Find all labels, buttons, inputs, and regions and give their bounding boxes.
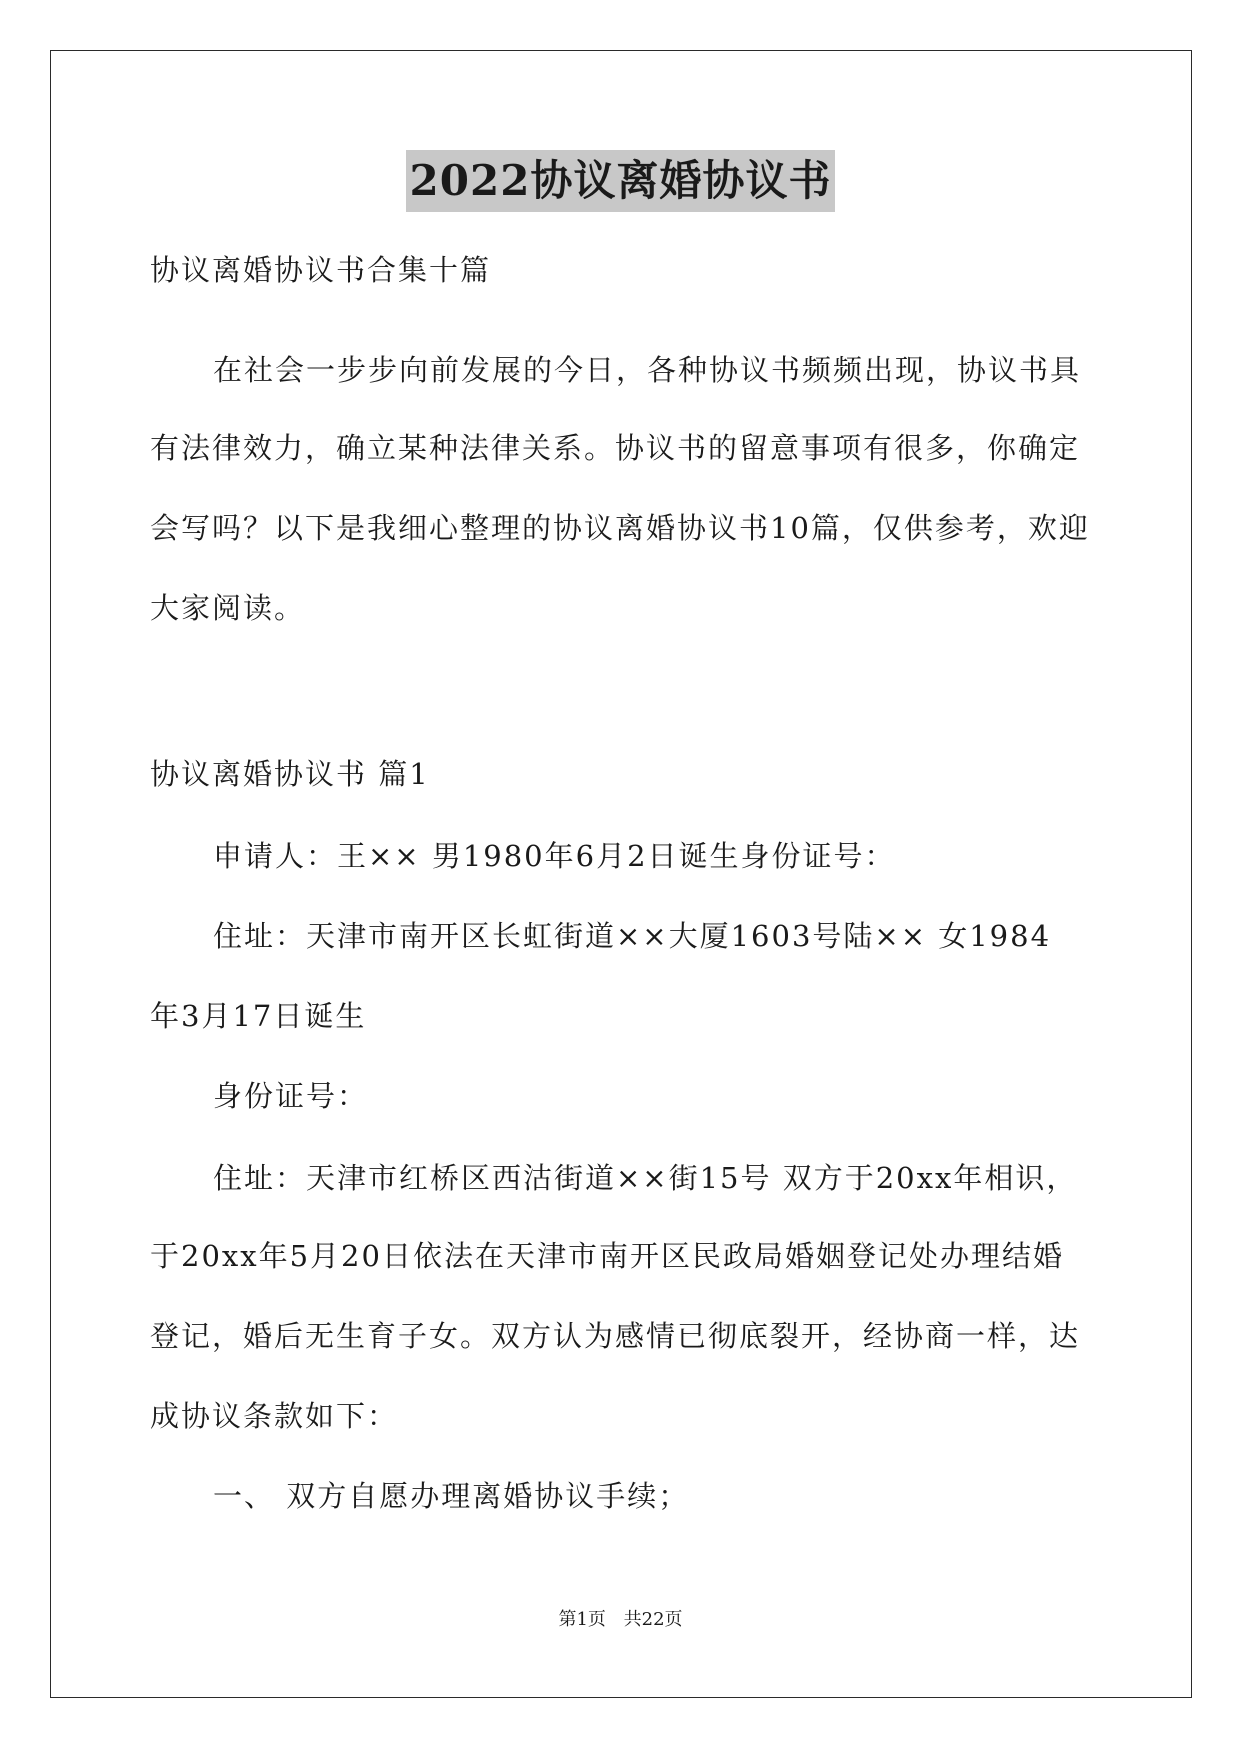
address1-line-1: 住址：天津市南开区长虹街道××大厦1603号陆×× 女1984 xyxy=(213,919,1052,953)
intro-line-3: 会写吗？以下是我细心整理的协议离婚协议书10篇，仅供参考，欢迎 xyxy=(150,511,1090,545)
address2-line-4: 成协议条款如下： xyxy=(150,1399,399,1433)
id-label: 身份证号： xyxy=(213,1079,369,1113)
intro-line-4: 大家阅读。 xyxy=(150,591,306,625)
intro-line-2: 有法律效力，确立某种法律关系。协议书的留意事项有很多，你确定 xyxy=(150,431,1081,465)
page-number: 第1页 xyxy=(558,1609,606,1630)
applicant-line: 申请人：王×× 男1980年6月2日诞生身份证号： xyxy=(213,839,896,873)
address2-line-3: 登记，婚后无生育子女。双方认为感情已彻底裂开，经协商一样，达 xyxy=(150,1319,1081,1353)
clause-1: 一、 双方自愿办理离婚协议手续； xyxy=(213,1479,690,1513)
address2-line-1: 住址：天津市红桥区西沽街道××街15号 双方于20xx年相识， xyxy=(213,1161,1078,1195)
document-title: 2022协议离婚协议书 xyxy=(406,150,836,212)
address2-line-2: 于20xx年5月20日依法在天津市南开区民政局婚姻登记处办理结婚 xyxy=(150,1239,1064,1273)
title-container xyxy=(0,150,1241,212)
page-total: 共22页 xyxy=(623,1609,683,1630)
intro-line-1: 在社会一步步向前发展的今日，各种协议书频频出现，协议书具 xyxy=(213,353,1082,387)
address1-line-2: 年3月17日诞生 xyxy=(150,999,367,1033)
subtitle: 协议离婚协议书合集十篇 xyxy=(150,253,492,287)
section-heading: 协议离婚协议书 篇1 xyxy=(150,757,430,791)
page-footer xyxy=(0,1608,1241,1632)
